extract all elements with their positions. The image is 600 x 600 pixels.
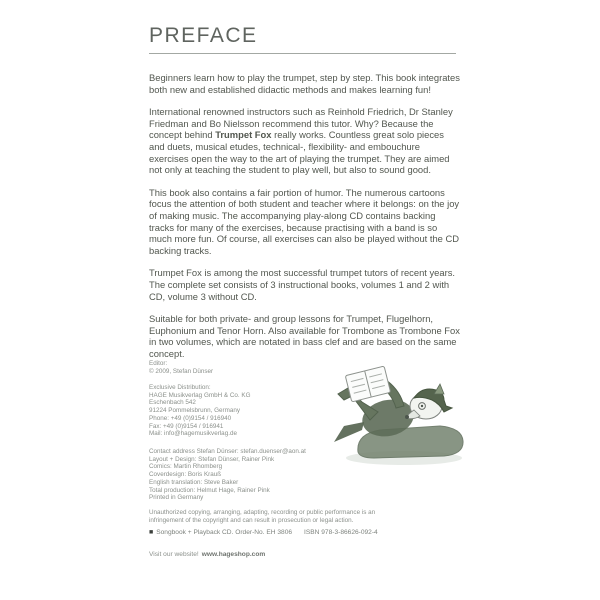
credit-line: Total production: Helmut Hage, Rainer Pink [149, 486, 270, 494]
credit-line: HAGE Musikverlag GmbH & Co. KG [149, 391, 251, 399]
credit-line: Layout + Design: Stefan Dünser, Rainer Pink [149, 455, 275, 463]
order-number-text: Songbook + Playback CD. Order-No. EH 3806 [156, 529, 293, 536]
credit-line: Editor: [149, 360, 168, 367]
paragraph: Suitable for both private- and group lessons for Trumpet, Flugelhorn, Euphonium and Tenor Horn. Also available for Trombone as Trombone Fox in two volumes, which are notated in bass clef and are based on the same concept. [149, 313, 460, 359]
fox-cartoon-illustration [322, 366, 478, 470]
paragraph: International renowned instructors such as Reinhold Friedrich, Dr Stanley Friedman and Bo Nielsson recommend this tutor. Why? Because the concept behind Trumpet Fox really works. Countless great solo pieces and duets, musical etudes, technical-, flexibility- and embouchure exercises open the way to the art of playing the trumpet. They are aimed not only at teaching the student to play well, but also to sound good. [149, 106, 453, 176]
website-prompt-text: Visit our website! [149, 551, 199, 558]
production-credits-block [149, 448, 306, 502]
website-url-text: www.hageshop.com [201, 551, 266, 558]
credit-line: Exclusive Distribution: [149, 384, 211, 391]
isbn-text: ISBN 978-3-86626-092-4 [304, 529, 378, 536]
editor-block [149, 360, 213, 375]
paragraph: Trumpet Fox is among the most successful trumpet tutors of recent years. The complete set consists of 3 instructional books, volumes 1 and 2 with CD, volume 3 without CD. [149, 267, 456, 302]
credit-line: English translation: Steve Baker [149, 478, 239, 486]
credit-line: Mail: info@hagemusikverlag.de [149, 430, 237, 438]
credit-line: 91224 Pommelsbrunn, Germany [149, 407, 241, 415]
distribution-block [149, 384, 250, 438]
credit-line: Comics: Martin Rhomberg [149, 463, 223, 471]
title-divider [149, 53, 456, 54]
copyright-notice [149, 509, 375, 524]
credit-line: Contact address Stefan Dünser: stefan.duenser@aon.at [149, 448, 306, 455]
square-bullet-icon: ■ [149, 529, 154, 536]
website-line [149, 551, 265, 558]
credit-line: Fax: +49 (0)9154 / 916941 [149, 422, 224, 430]
credit-line: Phone: +49 (0)9154 / 916940 [149, 414, 232, 422]
credit-line: Eschenbach 542 [149, 399, 196, 407]
credit-line: infringement of the copyright and can result in prosecution or legal action. [149, 516, 354, 524]
body-paragraphs [149, 72, 461, 359]
credit-line: © 2009, Stefan Dünser [149, 367, 214, 375]
paragraph: Beginners learn how to play the trumpet, step by step. This book integrates both new and established didactic methods and makes learning fun! [149, 72, 460, 95]
credit-line: Printed in Germany [149, 494, 204, 502]
page-title: PREFACE [149, 24, 258, 47]
paragraph: This book also contains a fair portion of humor. The numerous cartoons focus the attention of both student and teacher where it belongs: on the joy of making music. The accompanying play-along CD contains backing tracks for many of the exercises, because practising with a band is so much more fun. Of course, all exercises can also be played without the CD backing tracks. [149, 186, 460, 256]
order-info-line [149, 529, 378, 536]
preface-content [149, 24, 461, 370]
credit-line: Unauthorized copying, arranging, adapting, recording or public performance is an [149, 509, 376, 516]
credit-line: Coverdesign: Boris Krauß [149, 471, 222, 479]
